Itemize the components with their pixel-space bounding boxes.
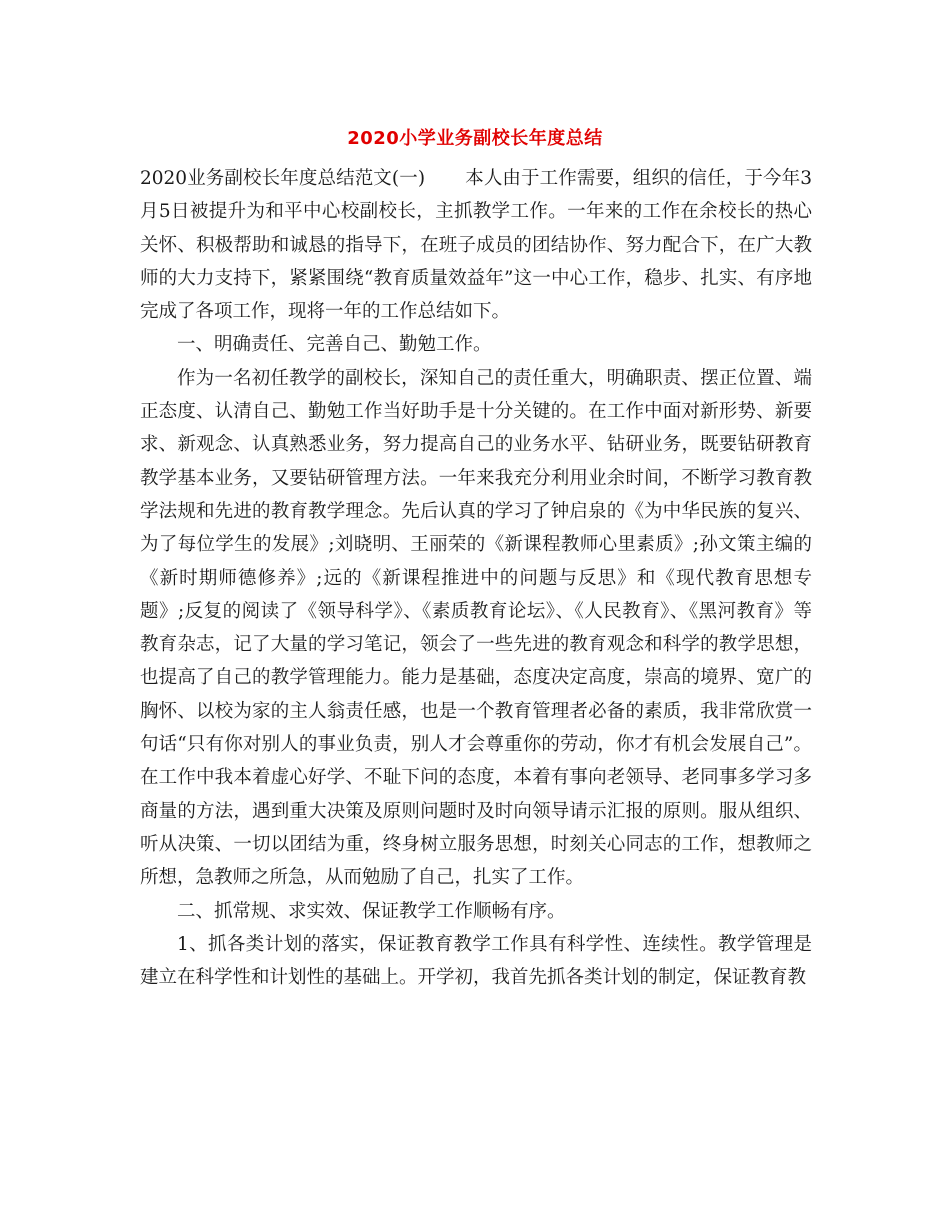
document-body: [140, 162, 812, 994]
section-body-1: 作为一名初任教学的副校长，深知自己的责任重大，明确职责、摆正位置、端正态度、认清自己、勤勉工作当好助手是十分关键的。在工作中面对新形势、新要求、新观念、认真熟悉业务，努力提高自己的业务水平、钻研业务，既要钻研教育教学基本业务，又要钻研管理方法。一年来我充分利用业余时间，不断学习教育教学法规和先进的教育教学理念。先后认真的学习了钟启泉的《为中华民族的复兴、为了每位学生的发展》;刘晓明、王丽荣的《新课程教师心里素质》;孙文策主编的《新时期师德修养》;远的《新课程推进中的问题与反思》和《现代教育思想专题》;反复的阅读了《领导科学》、《素质教育论坛》、《人民教育》、《黑河教育》等教育杂志，记了大量的学习笔记，领会了一些先进的教育观念和科学的教学思想，也提高了自己的教学管理能力。能力是基础，态度决定高度，崇高的境界、宽广的胸怀、以校为家的主人翁责任感，也是一个教育管理者必备的素质，我非常欣赏一句话“只有你对别人的事业负责，别人才会尊重你的劳动，你才有机会发展自己”。在工作中我本着虚心好学、不耻下问的态度，本着有事向老领导、老同事多学习多商量的方法，遇到重大决策及原则问题时及时向领导请示汇报的原则。服从组织、听从决策、一切以团结为重，终身树立服务思想，时刻关心同志的工作，想教师之所想，急教师之所急，从而勉励了自己，扎实了工作。: [140, 367, 812, 889]
intro-paragraph: [140, 162, 812, 328]
section-body-2: 1、抓各类计划的落实，保证教育教学工作具有科学性、连续性。教学管理是建立在科学性和计划性的基础上。开学初，我首先抓各类计划的制定，保证教育教: [140, 933, 812, 989]
section-heading-1: 一、明确责任、完善自己、勤勉工作。: [177, 334, 492, 356]
intro-label: 2020业务副校长年度总结范文(一): [140, 168, 426, 189]
section-heading-2: 二、抓常规、求实效、保证教学工作顺畅有序。: [177, 900, 566, 922]
intro-text: 本人由于工作需要，组织的信任，于今年3月5日被提升为和平中心校副校长，主抓教学工作。一年来的工作在余校长的热心关怀、积极帮助和诚恳的指导下，在班子成员的团结协作、努力配合下，在广大教师的大力支持下，紧紧围绕“教育质量效益年”这一中心工作，稳步、扎实、有序地完成了各项工作，现将一年的工作总结如下。: [140, 168, 812, 323]
page-title: 2020小学业务副校长年度总结: [347, 128, 603, 149]
